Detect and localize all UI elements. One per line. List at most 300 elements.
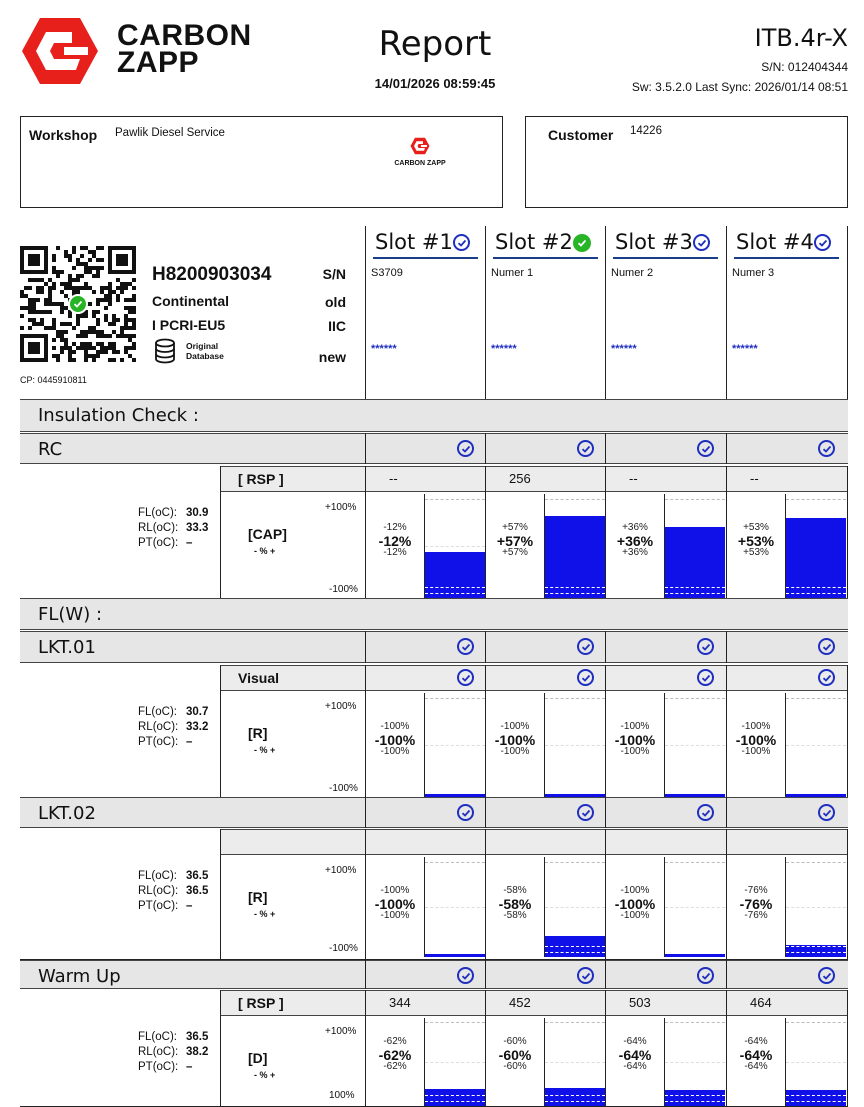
gauge-gridline [545,1062,605,1063]
bar-marker [665,587,725,588]
rc-slot-1-pct-bottom: -12% [383,547,407,558]
column-divider [365,829,366,959]
column-divider [605,960,606,989]
lkt01-slot-1-pct-top: -100% [380,721,410,732]
device-name: ITB.4r-X [754,24,848,52]
header-divider [220,829,221,959]
rc-slot-4-pct-top: +53% [743,522,769,533]
slot-4-title: Slot #4 [736,230,814,254]
warmup-temperatures [138,1030,212,1075]
rc-slot-4-rsp: -- [750,471,759,486]
lkt02-slot-2-gauge [544,857,605,957]
cp-number: CP: 0445910811 [20,375,87,385]
gauge-gridline [425,499,485,500]
lkt01-temp-fl [138,705,212,720]
warmup-slot-3-pct-top: -64% [623,1036,647,1047]
lkt02-slot-3-gauge [664,857,725,957]
gauge-gridline [545,745,605,746]
slot-1-sn: S3709 [371,267,403,279]
report-title: Report [378,24,492,64]
lkt02-slot-2-pct-top: -58% [503,885,527,896]
lkt02-slot-1-pct-value: -100% [374,896,416,912]
warmup-temp-fl [138,1030,212,1045]
temp-label: RL(oC): [138,885,179,897]
lkt01-slot-3-check-icon [697,638,714,655]
lkt02-slot-1-gauge [424,857,485,957]
gauge-gridline [425,1022,485,1023]
warmup-slot-3-pct-value: -64% [618,1047,652,1063]
rc-slot-1-bar [425,552,485,598]
rc-slot-2-pct-top: +57% [502,522,528,533]
slot-2-status-icon [573,234,591,252]
lkt02-temp-pt [138,899,212,914]
gauge-gridline [545,862,605,863]
temp-value: – [186,736,193,748]
rc-bar [20,433,848,464]
lkt01-temp-pt [138,735,212,750]
bar-marker [665,593,725,594]
gauge-gridline [786,698,846,699]
lkt02-slot-3-pct-bottom: -100% [620,910,650,921]
temp-label: PT(oC): [138,1061,179,1073]
rc-slot-2-pct-value: +57% [496,533,534,549]
header-divider [220,466,221,600]
lkt02-slot-4-pct-bottom: -76% [744,910,768,921]
column-divider [365,797,366,828]
slot-divider [485,226,486,400]
lkt01-slot-4-visual-check-icon [818,669,835,686]
temp-label: FL(oC): [138,706,177,718]
slot-underline [734,257,839,259]
warmup-slot-4-pct-bottom: -64% [744,1061,768,1072]
temp-label: PT(oC): [138,736,179,748]
rc-slot-4-check-icon [818,440,835,457]
warmup-slot-1-rsp: 344 [389,995,411,1010]
lkt02-slot-2-check-icon [577,804,594,821]
slot-1-status-icon [453,234,470,251]
warmup-slot-2-pct-bottom: -60% [503,1061,527,1072]
temp-label: FL(oC): [138,870,177,882]
gauge-gridline [545,499,605,500]
rc-slot-4-pct-bottom: +53% [743,547,769,558]
warmup-slot-2-rsp: 452 [509,995,531,1010]
bar-marker [786,946,846,947]
right-border [847,665,848,799]
lkt02-header-row [220,829,848,855]
column-divider [485,466,486,600]
gauge-gridline [425,745,485,746]
temp-label: FL(oC): [138,1031,177,1043]
brand-logo [20,16,100,86]
lkt01-slot-1-pct-bottom: -100% [380,746,410,757]
bar-marker [545,946,605,947]
lkt01-temperatures [138,705,212,750]
bar-marker [545,952,605,953]
temp-label: FL(oC): [138,507,177,519]
column-divider [605,665,606,799]
warmup-slot-3-gauge [664,1018,725,1106]
lkt02-slot-4-pct-value: -76% [739,896,773,912]
column-divider [485,433,486,464]
lkt01-slot-2-check-icon [577,638,594,655]
gauge-gridline [665,499,725,500]
column-divider [605,990,606,1106]
rc-temp-pt [138,536,212,551]
lkt01-header-row [220,665,848,691]
warmup-slot-4-rsp: 464 [750,995,772,1010]
column-divider [485,665,486,799]
slot-4-status-icon [814,234,831,251]
rc-slot-1-check-icon [457,440,474,457]
rc-slot-3-pct-top: +36% [622,522,648,533]
mini-logo-text: CARBON ZAPP [394,160,446,167]
warmup-slot-1-bar [425,1089,485,1106]
right-border [847,829,848,959]
temp-value: 38.2 [186,1046,209,1058]
temp-value: 33.2 [186,721,209,733]
lkt02-slot-4-pct-top: -76% [744,885,768,896]
column-divider [485,960,486,989]
column-divider [726,665,727,799]
slot-3-sn: Numer 2 [611,267,654,279]
lkt02-slot-2-pct-bottom: -58% [503,910,527,921]
flw-bar [20,598,848,630]
lkt02-slot-3-pct-top: -100% [620,885,650,896]
bar-marker [425,587,485,588]
slot-underline [493,257,598,259]
gauge-gridline [786,1062,846,1063]
rc-slot-2-rsp: 256 [509,471,531,486]
column-divider [485,829,486,959]
slot-1-new-code: ****** [371,343,397,355]
rc-temp-rl [138,521,212,536]
lkt02-slot-1-pct-top: -100% [380,885,410,896]
database-line2: Database [186,351,224,361]
logo-wordmark [117,19,252,79]
bar-marker [545,593,605,594]
lkt02-temp-fl [138,869,212,884]
temp-value: 33.3 [186,522,209,534]
warmup-slot-3-rsp: 503 [629,995,651,1010]
rc-slot-3-check-icon [697,440,714,457]
lkt01-title: LKT.01 [38,637,96,658]
lkt01-param: [R] [248,725,268,741]
row-label-sn: S/N [322,266,346,282]
warmup-title: Warm Up [38,966,121,987]
lkt02-top-label: +100% [325,865,357,876]
column-divider [605,631,606,663]
warmup-slot-2-gauge [544,1018,605,1106]
customer-value: 14226 [630,125,662,137]
injector-type: I PCRI-EU5 [152,317,226,333]
temp-value: – [186,900,193,912]
warmup-bar [20,960,848,989]
rc-slot-1-gauge [424,494,485,598]
rc-slot-4-bar [786,518,846,598]
warmup-slot-2-check-icon [577,967,594,984]
rc-slot-1-pct-value: -12% [378,533,412,549]
lkt01-slot-1-visual-check-icon [457,669,474,686]
insulation-check-title: Insulation Check : [38,405,199,426]
slot-3-title: Slot #3 [615,230,693,254]
lkt01-header-label: Visual [238,670,279,686]
lkt02-slot-2-bar [545,936,605,957]
gauge-gridline [425,546,485,547]
row-label-new: new [318,349,346,365]
right-border [847,990,848,1106]
column-divider [726,433,727,464]
warmup-slot-2-bar [545,1088,605,1106]
rc-slot-4-pct-value: +53% [737,533,775,549]
bar-marker [786,1095,846,1096]
carbon-zapp-logo-icon [20,16,100,86]
temp-label: PT(oC): [138,537,179,549]
column-divider [726,797,727,828]
column-divider [485,990,486,1106]
warmup-slot-1-gauge [424,1018,485,1106]
lkt01-slot-1-pct-value: -100% [374,732,416,748]
bar-marker [665,1101,725,1102]
gauge-gridline [786,907,846,908]
lkt01-slot-2-pct-top: -100% [500,721,530,732]
rc-slot-1-pct-top: -12% [383,522,407,533]
temp-value: 30.7 [186,706,209,718]
lkt02-title: LKT.02 [38,803,96,824]
rc-slot-3-pct-bottom: +36% [622,547,648,558]
lkt02-slot-1-bar [425,954,485,957]
temp-value: 30.9 [186,507,209,519]
column-divider [726,466,727,600]
lkt02-slot-1-pct-bottom: -100% [380,910,410,921]
lkt01-slot-4-check-icon [818,638,835,655]
bar-marker [665,1095,725,1096]
warmup-slot-1-check-icon [457,967,474,984]
lkt01-slot-4-pct-value: -100% [735,732,777,748]
warmup-header-label: [ RSP ] [238,995,284,1011]
rc-slot-2-bar [545,516,605,598]
rc-slot-3-bar [665,527,725,598]
lkt01-slot-2-gauge [544,693,605,797]
gauge-gridline [665,1022,725,1023]
warmup-slot-1-pct-bottom: -62% [383,1061,407,1072]
lkt02-slot-2-pct-value: -58% [498,896,532,912]
warmup-slot-3-bar [665,1090,725,1106]
slot-1-title: Slot #1 [375,230,453,254]
rc-title: RC [38,439,63,460]
lkt02-slot-4-bar [786,945,846,957]
warmup-slot-3-pct-bottom: -64% [623,1061,647,1072]
workshop-label: Workshop [29,127,98,143]
customer-box [525,116,848,208]
temp-label: RL(oC): [138,522,179,534]
warmup-slot-2-pct-top: -60% [503,1036,527,1047]
temp-label: PT(oC): [138,900,179,912]
gauge-gridline [665,907,725,908]
warmup-slot-2-pct-value: -60% [498,1047,532,1063]
warmup-slot-4-pct-value: -64% [739,1047,773,1063]
bar-marker [786,952,846,953]
rc-bottom-label: -100% [329,584,358,595]
gauge-gridline [425,907,485,908]
lkt02-slot-3-pct-value: -100% [614,896,656,912]
slot-divider [605,226,606,400]
workshop-box [20,116,503,208]
lkt01-scale: - % + [254,745,276,755]
lkt01-slot-2-visual-check-icon [577,669,594,686]
slot-4-new-code: ****** [732,343,758,355]
device-serial: S/N: 012404344 [761,60,848,74]
logo-line1: CARBON [117,19,252,52]
column-divider [365,466,366,600]
rc-temp-fl [138,506,212,521]
temp-value: 36.5 [186,870,209,882]
slot-2-new-code: ****** [491,343,517,355]
gauge-gridline [545,698,605,699]
warmup-slot-3-check-icon [697,967,714,984]
column-divider [485,631,486,663]
slot-divider [365,226,366,400]
workshop-mini-logo [385,137,455,167]
gauge-gridline [665,862,725,863]
bar-marker [545,587,605,588]
column-divider [365,990,366,1106]
lkt01-slot-4-gauge [785,693,846,797]
lkt01-slot-3-pct-top: -100% [620,721,650,732]
temp-label: RL(oC): [138,1046,179,1058]
lkt02-slot-3-bar [665,954,725,957]
row-label-old: old [325,294,346,310]
rc-slot-2-check-icon [577,440,594,457]
gauge-gridline [786,862,846,863]
gauge-gridline [786,499,846,500]
column-divider [365,960,366,989]
customer-label: Customer [548,127,614,143]
lkt02-bottom-label: -100% [329,943,358,954]
column-divider [365,665,366,799]
column-divider [726,829,727,959]
rc-slot-2-pct-bottom: +57% [502,547,528,558]
slot-3-status-icon [693,234,710,251]
rc-slot-3-gauge [664,494,725,598]
gauge-gridline [545,907,605,908]
rc-top-label: +100% [325,502,357,513]
qr-code [20,246,136,362]
temp-value: 36.5 [186,885,209,897]
gauge-gridline [425,862,485,863]
column-divider [726,631,727,663]
database-line1: Original [186,341,219,351]
right-border [847,466,848,600]
software-version: Sw: 3.5.2.0 Last Sync: 2026/01/14 08:51 [631,80,848,94]
slot-2-sn: Numer 1 [491,267,534,279]
verified-check-icon [68,294,88,314]
slot-3-new-code: ****** [611,343,637,355]
database-label [186,341,224,361]
workshop-value: Pawlik Diesel Service [115,127,225,139]
lkt01-temp-rl [138,720,212,735]
bar-marker [425,593,485,594]
column-divider [485,797,486,828]
bar-marker [425,1101,485,1102]
warmup-bottom-label: 100% [329,1090,355,1101]
header-divider [220,990,221,1106]
rc-header-label: [ RSP ] [238,471,284,487]
row-label-iic: IIC [328,318,346,334]
lkt01-slot-1-gauge [424,693,485,797]
temp-value: – [186,537,193,549]
injector-code: H8200903034 [152,264,272,285]
rc-temperatures [138,506,212,551]
rc-scale: - % + [254,546,276,556]
column-divider [726,990,727,1106]
lkt02-slot-3-check-icon [697,804,714,821]
warmup-temp-rl [138,1045,212,1060]
lkt02-scale: - % + [254,909,276,919]
gauge-gridline [425,1062,485,1063]
slot-2-title: Slot #2 [495,230,573,254]
gauge-gridline [665,745,725,746]
lkt01-slot-3-pct-bottom: -100% [620,746,650,757]
rc-slot-3-pct-value: +36% [616,533,654,549]
flw-title: FL(W) : [38,604,103,625]
lkt02-bar [20,797,848,828]
temp-value: – [186,1061,193,1073]
lkt01-top-label: +100% [325,701,357,712]
gauge-gridline [425,698,485,699]
column-divider [605,829,606,959]
lkt01-bar [20,631,848,663]
rc-slot-2-gauge [544,494,605,598]
warmup-slot-1-pct-value: -62% [378,1047,412,1063]
slot-4-sn: Numer 3 [732,267,775,279]
bar-marker [545,1095,605,1096]
gauge-gridline [545,1022,605,1023]
bar-marker [786,1101,846,1102]
bar-marker [425,1095,485,1096]
header-divider [220,665,221,799]
rc-slot-4-gauge [785,494,846,598]
gauge-gridline [786,1022,846,1023]
database-icon [154,338,176,369]
injector-brand: Continental [152,293,229,309]
warmup-top-label: +100% [325,1026,357,1037]
lkt01-slot-2-pct-bottom: -100% [500,746,530,757]
warmup-slot-4-check-icon [818,967,835,984]
temp-value: 36.5 [186,1031,209,1043]
warmup-slot-4-gauge [785,1018,846,1106]
temp-label: RL(oC): [138,721,179,733]
column-divider [365,631,366,663]
bar-marker [545,1101,605,1102]
lkt02-temperatures [138,869,212,914]
warmup-temp-pt [138,1060,212,1075]
column-divider [605,433,606,464]
slot-divider [726,226,727,400]
column-divider [605,797,606,828]
bar-marker [786,593,846,594]
slot-divider-right [847,226,848,400]
lkt02-slot-1-check-icon [457,804,474,821]
warmup-slot-4-bar [786,1090,846,1106]
bar-marker [786,587,846,588]
column-divider [365,433,366,464]
column-divider [605,466,606,600]
rc-param: [CAP] [248,526,287,542]
lkt01-slot-4-pct-top: -100% [741,721,771,732]
lkt01-slot-4-pct-bottom: -100% [741,746,771,757]
lkt01-slot-2-pct-value: -100% [494,732,536,748]
gauge-gridline [786,745,846,746]
